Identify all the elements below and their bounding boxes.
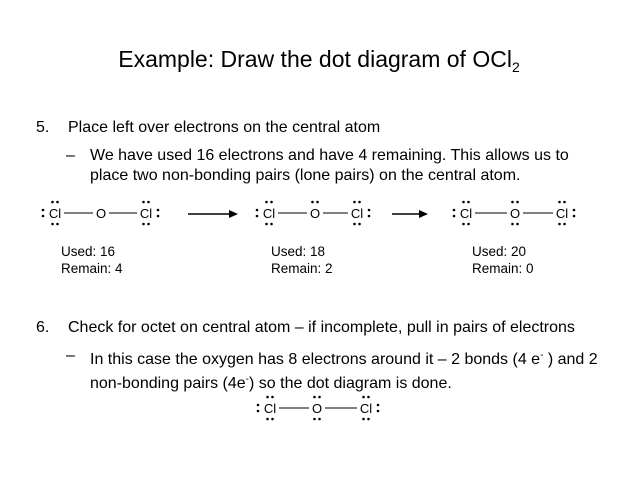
molecule-final-left-chlorine-lone-pair <box>257 404 260 407</box>
molecule-1-left-chlorine-lone-pair <box>51 201 54 204</box>
molecule-2-right-chlorine-lone-pair <box>358 201 361 204</box>
molecule-final-right-chlorine-lone-pair <box>377 410 380 413</box>
molecule-2-left-chlorine-lone-pair <box>270 223 273 226</box>
title-text: Example: Draw the dot diagram of OCl <box>118 46 512 72</box>
molecule-3-left-chlorine-lone-pair <box>467 201 470 204</box>
step-6-line-1-text: In this case the oxygen has 8 electrons around it – 2 bonds (4 e <box>90 351 541 368</box>
molecule-final-right-chlorine-symbol: Cl <box>359 401 373 416</box>
molecule-2-right-chlorine-lone-pair <box>368 209 371 212</box>
molecule-3-left-chlorine-lone-pair <box>453 209 456 212</box>
molecule-3-left-chlorine-lone-pair <box>467 223 470 226</box>
molecule-1-left-chlorine-lone-pair <box>56 201 59 204</box>
electron-superscript: - <box>540 350 544 361</box>
title-subscript: 2 <box>511 59 520 75</box>
molecule-final-oxygen-lone-pair <box>318 418 321 421</box>
molecule-1-left-chlorine-lone-pair <box>42 215 45 218</box>
molecule-2-oxygen-symbol: O <box>309 206 321 221</box>
step-5-number: 5. <box>36 119 50 136</box>
molecule-3-right-chlorine-lone-pair <box>558 201 561 204</box>
molecule-1-left-chlorine-symbol: Cl <box>48 206 62 221</box>
molecule-2-left-chlorine-lone-pair <box>256 215 259 218</box>
molecule-2-right-chlorine-lone-pair <box>353 201 356 204</box>
molecule-1-right-chlorine-lone-pair <box>142 223 145 226</box>
molecule-2-left-chlorine-lone-pair <box>270 201 273 204</box>
molecule-final-right-chlorine-lone-pair <box>362 396 365 399</box>
step-5-detail-line-1: We have used 16 electrons and have 4 remaining. This allows us to <box>90 147 569 164</box>
step-6-line-2-tail: ) so the dot diagram is done. <box>249 375 452 392</box>
molecule-final-left-chlorine-lone-pair <box>266 396 269 399</box>
step-6-line-1-tail: ) and 2 <box>543 351 598 368</box>
arrow-1 <box>229 210 238 218</box>
molecule-final-left-chlorine-symbol: Cl <box>263 401 277 416</box>
molecule-final-right-chlorine-lone-pair <box>367 418 370 421</box>
molecule-2-right-chlorine-lone-pair <box>358 223 361 226</box>
molecule-3-right-chlorine-lone-pair <box>558 223 561 226</box>
molecule-final-right-chlorine-lone-pair <box>362 418 365 421</box>
caption-3-used: Used: 20 <box>472 244 527 259</box>
caption-2-used: Used: 18 <box>271 244 326 259</box>
molecule-3-oxygen-lone-pair <box>516 223 519 226</box>
molecule-final-right-chlorine-lone-pair <box>367 396 370 399</box>
molecule-2-right-chlorine-symbol: Cl <box>350 206 364 221</box>
electron-superscript: - <box>245 374 250 385</box>
molecule-1-right-chlorine-lone-pair <box>147 223 150 226</box>
molecule-3-right-chlorine-symbol: Cl <box>555 206 569 221</box>
molecule-1-right-chlorine-lone-pair <box>157 209 160 212</box>
molecule-1-right-chlorine-lone-pair <box>142 201 145 204</box>
arrow-2 <box>419 210 428 218</box>
molecule-3-oxygen-lone-pair <box>511 201 514 204</box>
molecule-3-oxygen-lone-pair <box>516 201 519 204</box>
molecule-2-left-chlorine-lone-pair <box>256 209 259 212</box>
molecule-2-oxygen-lone-pair <box>311 201 314 204</box>
molecule-3-oxygen-lone-pair <box>511 223 514 226</box>
molecule-3-right-chlorine-lone-pair <box>563 201 566 204</box>
molecule-3-left-chlorine-symbol: Cl <box>459 206 473 221</box>
molecule-final-oxygen-lone-pair <box>318 396 321 399</box>
step-5-detail-line-2: place two non-bonding pairs (lone pairs) on the central atom. <box>90 167 521 184</box>
step-6-number: 6. <box>36 319 50 336</box>
molecule-1-right-chlorine-lone-pair <box>157 215 160 218</box>
molecule-final-right-chlorine-lone-pair <box>377 404 380 407</box>
molecule-1-left-chlorine-lone-pair <box>51 223 54 226</box>
molecule-final-left-chlorine-lone-pair <box>271 396 274 399</box>
molecule-2-right-chlorine-lone-pair <box>353 223 356 226</box>
molecule-final-left-chlorine-lone-pair <box>257 410 260 413</box>
molecule-3-right-chlorine-lone-pair <box>573 209 576 212</box>
molecule-1-left-chlorine-lone-pair <box>42 209 45 212</box>
molecule-2-oxygen-lone-pair <box>316 201 319 204</box>
molecule-final-oxygen-lone-pair <box>313 396 316 399</box>
molecule-2-left-chlorine-lone-pair <box>265 201 268 204</box>
molecule-3-left-chlorine-lone-pair <box>462 223 465 226</box>
caption-1-remain: Remain: 4 <box>61 261 123 276</box>
molecule-3-left-chlorine-lone-pair <box>462 201 465 204</box>
molecule-3-right-chlorine-lone-pair <box>573 215 576 218</box>
molecule-3-right-chlorine-lone-pair <box>563 223 566 226</box>
step-5-text: Place left over electrons on the central atom <box>68 119 381 136</box>
caption-2-remain: Remain: 2 <box>271 261 333 276</box>
caption-1-used: Used: 16 <box>61 244 116 259</box>
molecule-final-oxygen-symbol: O <box>311 401 323 416</box>
molecule-2-left-chlorine-lone-pair <box>265 223 268 226</box>
molecule-final-left-chlorine-lone-pair <box>266 418 269 421</box>
step-6-text: Check for octet on central atom – if incomplete, pull in pairs of electrons <box>68 319 575 336</box>
molecule-2-right-chlorine-lone-pair <box>368 215 371 218</box>
caption-3-remain: Remain: 0 <box>472 261 534 276</box>
molecule-1-left-chlorine-lone-pair <box>56 223 59 226</box>
molecule-1-oxygen-symbol: O <box>95 206 107 221</box>
molecule-final-oxygen-lone-pair <box>313 418 316 421</box>
molecule-final-left-chlorine-lone-pair <box>271 418 274 421</box>
molecule-3-left-chlorine-lone-pair <box>453 215 456 218</box>
molecule-3-oxygen-symbol: O <box>509 206 521 221</box>
step-5-bullet: – <box>66 147 75 164</box>
molecule-2-left-chlorine-symbol: Cl <box>262 206 276 221</box>
molecule-1-right-chlorine-symbol: Cl <box>139 206 153 221</box>
step-6-line-2-text: non-bonding pairs (4e <box>90 375 246 392</box>
step-6-bullet: – <box>66 347 75 364</box>
molecule-1-right-chlorine-lone-pair <box>147 201 150 204</box>
